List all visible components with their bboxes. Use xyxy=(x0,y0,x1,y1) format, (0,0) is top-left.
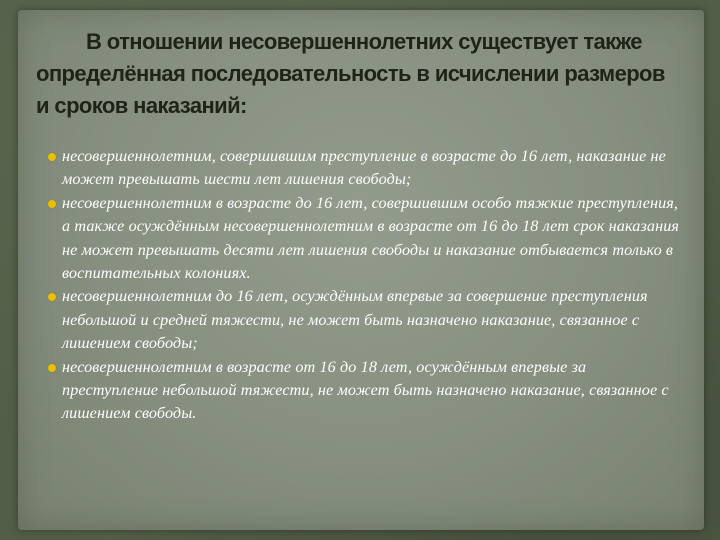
list-item xyxy=(42,192,682,286)
list-item-text: несовершеннолетним в возрасте до 16 лет, совершившим особо тяжкие преступления, а также осуждённым несовершеннолетним в возрасте от 16 до 18 лет срок наказания не может превышать десяти лет лишения свободы и наказание отбывается только в воспитательных колониях. xyxy=(62,193,680,283)
slide-title: В отношении несовершеннолетних существует также определённая последовательность в исчислении размеров и сроков наказаний: xyxy=(36,29,665,118)
bullet-list xyxy=(42,145,682,426)
list-item xyxy=(42,356,682,426)
list-item-text: несовершеннолетним в возрасте от 16 до 18 лет, осуждённым впервые за преступление небольшой тяжести, не может быть назначено наказание, связанное с лишением свободы. xyxy=(62,357,669,423)
bullet-icon xyxy=(48,293,56,301)
list-item xyxy=(42,285,682,355)
slide-panel xyxy=(18,10,704,530)
bullet-icon xyxy=(48,153,56,161)
list-item-text: несовершеннолетним, совершившим преступление в возрасте до 16 лет, наказание не может превышать шести лет лишения свободы; xyxy=(62,147,666,189)
list-item xyxy=(42,145,682,192)
bullet-icon xyxy=(48,364,56,372)
list-item-text: несовершеннолетним до 16 лет, осуждённым впервые за совершение преступления небольшой и средней тяжести, не может быть назначено наказание, связанное с лишением свободы; xyxy=(62,287,648,353)
bullet-icon xyxy=(48,200,56,208)
